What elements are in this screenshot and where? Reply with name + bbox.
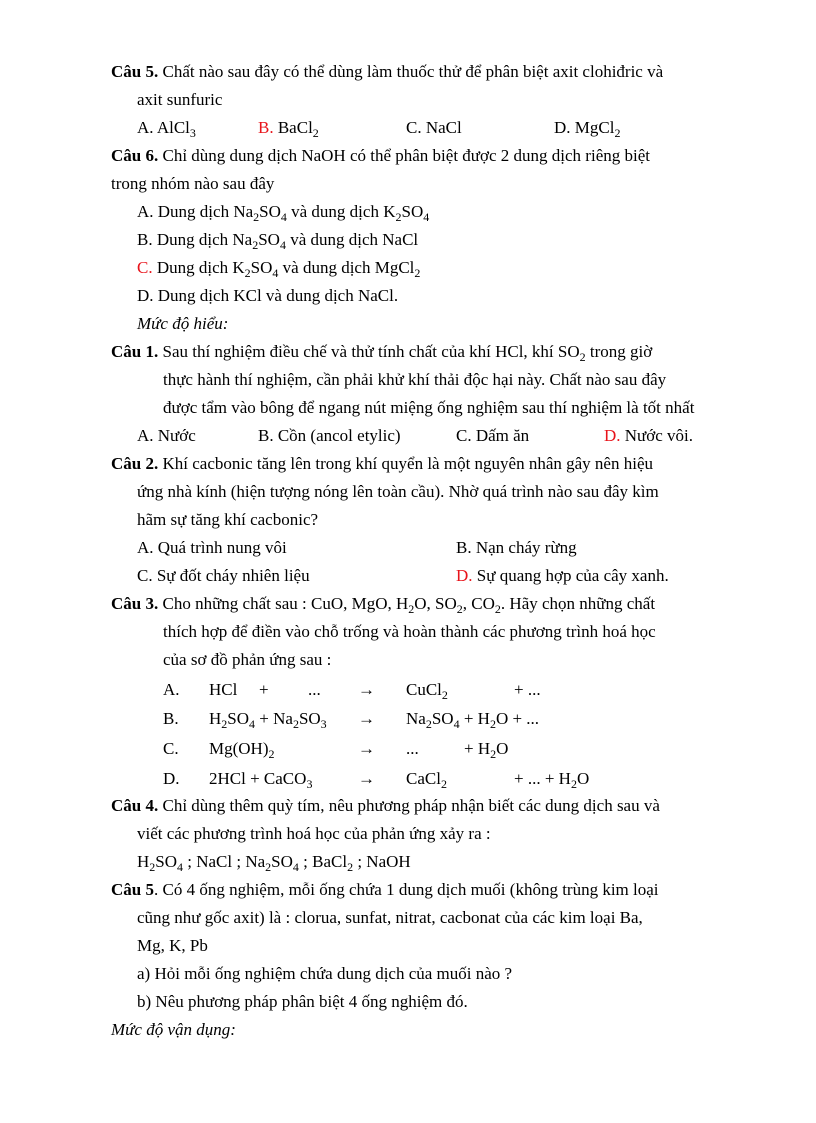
q5a-line1 [111,61,663,83]
question-number: Câu 5 [111,880,154,899]
answer-label: D. [604,426,621,445]
h1-line1: Câu 1. Sau thí nghiệm điều chế và thử tính chất của khí HCl, khí $SO_2$ trong giờ [111,342,653,364]
h3-line3: của sơ đồ phản ứng sau : [163,650,332,669]
question-number: Câu 5. [111,62,159,81]
reaction-label: C. [163,739,179,758]
arrow-icon: → [358,739,375,758]
q5a-option-c: C. NaCl [406,118,462,137]
answer-label: B. [258,118,274,137]
h2-option-c: C. Sự đốt cháy nhiên liệu [137,566,310,585]
section-heading-hieu: Mức độ hiểu: [137,314,229,333]
h5-part-b: b) Nêu phương pháp phân biệt 4 ống nghiệm đó. [137,992,468,1011]
section-heading-vandung: Mức độ vận dụng: [111,1020,236,1039]
h1-option-a: A. Nước [137,426,196,445]
question-number: Câu 1. [111,342,159,361]
h5-line2: cũng như gốc axit) là : clorua, sunfat, nitrat, cacbonat của các kim loại Ba, [137,908,643,927]
h5-part-a: a) Hỏi mỗi ống nghiệm chứa dung dịch của muối nào ? [137,964,513,983]
h1-option-c: C. Dấm ăn [456,426,530,445]
h1-line3: được tẩm vào bông để ngang nút miệng ống nghiệm sau thí nghiệm là tốt nhất [163,398,695,417]
question-text: Chất nào sau đây có thể dùng làm thuốc thử để phân biệt axit clohiđric và [158,62,664,81]
h1-option-b: B. Cồn (ancol etylic) [258,426,401,445]
q6-line1 [111,145,650,167]
h2-line1: Câu 2. Khí cacbonic tăng lên trong khí quyển là một nguyên nhân gây nên hiệu [111,454,653,473]
q5a-option-a: A. AlCl$_3$ [137,118,196,140]
h5-line3: Mg, K, Pb [137,936,208,955]
q5a-option-b: B. BaCl$_2$ [258,118,319,140]
question-number: Câu 3. [111,594,159,613]
q6-option-d: D. Dung dịch KCl và dung dịch NaCl. [137,286,399,305]
question-number: Câu 2. [111,454,159,473]
arrow-icon: → [358,769,375,788]
h4-solutions: $H_2SO_4$ ; NaCl ; $Na_2SO_4$ ; BaCl$_2$ ; NaOH [137,852,411,874]
h4-line2: viết các phương trình hoá học của phản ứng xảy ra : [137,824,491,843]
answer-label: C. [137,258,153,277]
arrow-icon: → [358,709,375,728]
q6-option-b: B. Dung dịch $Na_2SO_4$ và dung dịch NaCl [137,230,419,252]
question-number: Câu 4. [111,796,159,815]
h3-line1: Câu 3. Cho những chất sau : CuO, MgO, $H_2O$, $SO_2$, $CO_2$. Hãy chọn những chất [111,594,656,616]
question-number: Câu 6. [111,146,159,165]
h2-option-d: D. Sự quang hợp của cây xanh. [456,566,669,585]
question-text: Chỉ dùng dung dịch NaOH có thể phân biệt được 2 dung dịch riêng biệt [158,146,650,165]
h2-line2: ứng nhà kính (hiện tượng nóng lên toàn cầu). Nhờ quá trình nào sau đây kìm [137,482,659,501]
answer-label: D. [456,566,473,585]
h3-line2: thích hợp để điền vào chỗ trống và hoàn thành các phương trình hoá học [163,622,656,641]
h1-line2: thực hành thí nghiệm, cần phải khử khí thải độc hại này. Chất nào sau đây [163,370,667,389]
reaction-label: D. [163,769,180,788]
reaction-label: A. [163,680,180,699]
question-text: axit sunfuric [137,90,223,109]
q6-option-c: C. Dung dịch $K_2SO_4$ và dung dịch MgCl$_2$ [137,258,421,280]
h2-line3: hãm sự tăng khí cacbonic? [137,510,319,529]
q6-option-a: A. Dung dịch $Na_2SO_4$ và dung dịch $K_2SO_4$ [137,202,430,224]
q5a-line2 [137,89,222,111]
h4-line1: Câu 4. Chỉ dùng thêm quỳ tím, nêu phương pháp nhận biết các dung dịch sau và [111,796,660,815]
q6-line2: trong nhóm nào sau đây [111,174,275,193]
h2-option-b: B. Nạn cháy rừng [456,538,577,557]
h5-line1: Câu 5. Có 4 ống nghiệm, mỗi ống chứa 1 dung dịch muối (không trùng kim loại [111,880,659,899]
arrow-icon: → [358,680,375,699]
reaction-label: B. [163,709,179,728]
h2-option-a: A. Quá trình nung vôi [137,538,287,557]
h1-option-d: D. Nước vôi. [604,426,694,445]
q5a-option-d: D. MgCl$_2$ [554,118,621,140]
